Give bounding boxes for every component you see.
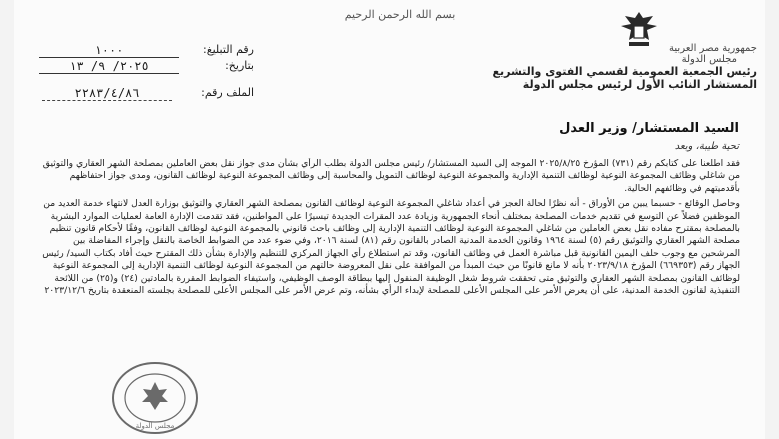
greeting-line: تحية طيبة، وبعد <box>674 141 739 152</box>
scan-margin-right <box>765 0 779 439</box>
reference-number-label: رقم التبليغ: <box>203 43 254 56</box>
file-number-row <box>28 86 254 101</box>
reference-number-row <box>28 43 254 58</box>
reference-date-row <box>28 59 254 74</box>
reference-box <box>28 43 254 101</box>
deputy-title: المستشار النائب الأول لرئيس مجلس الدولة <box>522 78 757 91</box>
addressee-line: السيد المستشار/ وزير العدل <box>559 121 739 136</box>
issuing-authority <box>487 43 757 91</box>
basmala-heading: بسم الله الرحمن الرحيم <box>344 8 456 21</box>
reference-date-label: بتاريخ: <box>225 59 254 72</box>
country-name: جمهورية مصر العربية <box>669 43 757 54</box>
paragraph-intro: فقد اطلعنا على كتابكم رقم (٧٣١) المؤرخ ٢٠٢٥/٨/٢٥ الموجه إلى السيد المستشار/ رئيس مجلس الدولة بطلب الرأي بشأن مدى جواز نقل بعض العاملين بمصلحة الشهر العقاري والتوثيق من شاغلي وظائف المجموعة النوعية لوظائف التنمية الإدارية والمجموعة النوعية لوظائف التمويل والمحاسبة إلى وظائف المجموعة النوعية لوظائف القانون، ومدى جواز احتفاظهم بأقدميتهم في وظائفهم الحالية. <box>42 158 740 194</box>
file-number-label: الملف رقم: <box>201 86 254 99</box>
assembly-title: رئيس الجمعية العمومية لقسمي الفتوى والتشريع <box>492 65 757 78</box>
official-seal-stamp <box>110 360 200 436</box>
paragraph-facts: وحاصل الوقائع - حسبما يبين من الأوراق - أنه نظرًا لحالة العجز في أعداد شاغلي المجموعة النوعية لوظائف القانون بمصلحة الشهر العقاري والتوثيق بوزارة العدل لانتهاء خدمة العديد من الموظفين فضلاً عن التوسع في تقديم خدمات المصلحة بمختلف أنحاء الجمهورية وزيادة عدد المقرات الجديدة تيسيرًا على المواطنين، فقد تقدمت الإدارة العامة لعمليات الموارد البشرية بالمصلحة بمقترح مفاده نقل بعض العاملين من شاغلي المجموعة النوعية لوظائف التنمية الإدارية إلى وظائف باحث قانوني بالمجموعة النوعية لوظائف القانون، وفقًا لأحكام قانون تنظيم مصلحة الشهر العقاري والتوثيق رقم (٥) لسنة ١٩٦٤ وقانون الخدمة المدنية الصادر بالقانون رقم (٨١) لسنة ٢٠١٦، وفي ضوء عدد من الضوابط الخاصة بالنقل وإجراء المفاضلة بين المرشحين مع وجوب حلف اليمين القانونية قبل مباشرة العمل في وظائف القانون، وقد تم استطلاع رأي الجهاز المركزي للتنظيم والإدارة بشأن ذلك المقترح حيث أفاد بكتاب السيد/ رئيس الجهاز رقم (٦٦٩٣٥٣) المؤرخ ٢٠٢٣/٩/١٨ بأنه لا مانع قانونًا من حيث المبدأ من الموافقة على نقل المعروضة حالتهم من المجموعة النوعية لوظائف التنمية الإدارية إلى المجموعة النوعية لوظائف القانون بمصلحة الشهر العقاري والتوثيق متى تحققت شروط شغل الوظيفة المنقول إليها ببطاقة الوصف الوظيفي، واستيفاء الضوابط المقررة بالمادتين (٢٤) و(٢٥) من اللائحة التنفيذية لقانون الخدمة المدنية، على أن يعرض الأمر على المجلس الأعلى للمصلحة لإبداء الرأي بشأنه، وتم عرض الأمر على المجلس الأعلى للمصلحة بجلسته المنعقدة بتاريخ ٢٠٢٣/١٢/٦ <box>42 198 740 297</box>
reference-number-value: ١٠٠٠ <box>39 43 179 58</box>
seal-text: مجلس الدولة <box>135 422 175 430</box>
scan-margin-left <box>0 0 14 439</box>
file-number-value: ٢٢٨٣/٤/٨٦ <box>42 86 172 101</box>
council-name: مجلس الدولة <box>681 54 737 65</box>
reference-date-value: ٢٠٢٥/ ٩/ ١٣ <box>39 59 179 74</box>
